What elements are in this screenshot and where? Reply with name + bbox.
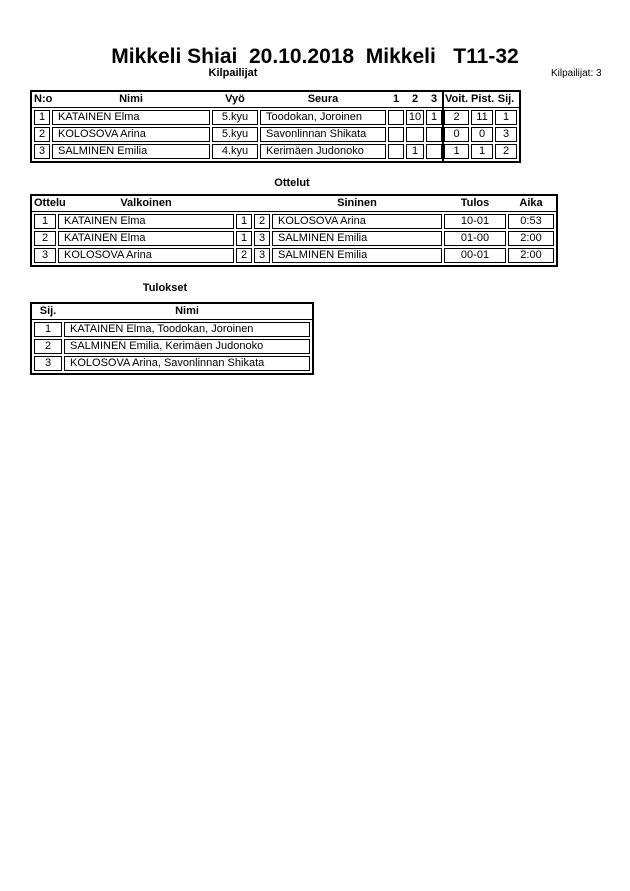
cell-white-no: 2 (236, 248, 252, 263)
cell-no: 3 (34, 144, 50, 159)
table-row (34, 214, 554, 229)
cell-sij: 1 (495, 110, 517, 125)
cell-nimi: KOLOSOVA Arina, Savonlinnan Shikata (64, 356, 310, 371)
cell-sininen: SALMINEN Emilia (272, 248, 442, 263)
cell-sininen: KOLOSOVA Arina (272, 214, 442, 229)
cell-match-no: 3 (34, 248, 56, 263)
col-header-vyo: Vyö (225, 93, 245, 105)
cell-seura: Toodokan, Joroinen (260, 110, 386, 125)
cell-nimi: KOLOSOVA Arina (52, 127, 210, 142)
table-row (34, 356, 310, 371)
cell-blue-no: 3 (254, 231, 270, 246)
col-header-seura: Seura (307, 93, 339, 105)
cell-score-3: 1 (426, 110, 442, 125)
cell-score-1 (388, 127, 404, 142)
cell-nimi: KATAINEN Elma, Toodokan, Joroinen (64, 322, 310, 337)
col-header-tulos: Tulos (460, 197, 490, 209)
col-header-ottelu: Ottelu (34, 197, 66, 209)
section-title-kilpailijat: Kilpailijat (208, 67, 258, 79)
cell-seura: Kerimäen Judonoko (260, 144, 386, 159)
cell-voit: 2 (444, 110, 469, 125)
cell-vyo: 4.kyu (212, 144, 258, 159)
cell-tulos: 10-01 (444, 214, 506, 229)
col-header-aika: Aika (519, 197, 543, 209)
cell-sij: 2 (34, 339, 62, 354)
cell-score-3 (426, 127, 442, 142)
col-header-3: 3 (430, 93, 438, 105)
cell-sij: 3 (495, 127, 517, 142)
table-row (34, 231, 554, 246)
page-title: Mikkeli Shiai 20.10.2018 Mikkeli T11-32 (111, 45, 519, 68)
col-header-white-no (236, 196, 252, 211)
kilpailijat-body (32, 108, 519, 161)
cell-sij: 2 (495, 144, 517, 159)
cell-no: 2 (34, 127, 50, 142)
competitors-count-label: Kilpailijat: 3 (551, 68, 602, 79)
ottelut-body (32, 212, 556, 265)
col-header-2: 2 (411, 93, 419, 105)
cell-score-3 (426, 144, 442, 159)
col-header-no: N:o (34, 93, 53, 105)
cell-no: 1 (34, 110, 50, 125)
cell-blue-no: 3 (254, 248, 270, 263)
col-header-sij: Sij. (39, 305, 57, 317)
cell-aika: 2:00 (508, 248, 554, 263)
cell-score-2 (406, 127, 424, 142)
cell-nimi: SALMINEN Emilia (52, 144, 210, 159)
cell-score-1 (388, 144, 404, 159)
ottelut-table (30, 194, 558, 267)
cell-voit: 0 (444, 127, 469, 142)
cell-sininen: SALMINEN Emilia (272, 231, 442, 246)
ottelut-header-row (32, 196, 556, 212)
cell-seura: Savonlinnan Shikata (260, 127, 386, 142)
group-divider (442, 92, 444, 161)
col-header-nimi: Nimi (175, 305, 199, 317)
cell-match-no: 1 (34, 214, 56, 229)
cell-nimi: KATAINEN Elma (52, 110, 210, 125)
cell-score-2: 10 (406, 110, 424, 125)
col-header-voit: Voit. (444, 93, 468, 105)
tulokset-body (32, 320, 312, 373)
cell-sij: 1 (34, 322, 62, 337)
table-row (34, 110, 517, 125)
col-header-nimi: Nimi (119, 93, 143, 105)
cell-valkoinen: KATAINEN Elma (58, 231, 234, 246)
kilpailijat-header-row (32, 92, 519, 108)
cell-sij: 3 (34, 356, 62, 371)
cell-blue-no: 2 (254, 214, 270, 229)
cell-match-no: 2 (34, 231, 56, 246)
table-row (34, 127, 517, 142)
section-title-ottelut: Ottelut (274, 177, 310, 189)
cell-valkoinen: KOLOSOVA Arina (58, 248, 234, 263)
table-row (34, 248, 554, 263)
cell-pist: 0 (471, 127, 493, 142)
col-header-blue-no (254, 196, 270, 211)
tulokset-header-row (32, 304, 312, 320)
col-header-sininen: Sininen (337, 197, 377, 209)
cell-aika: 2:00 (508, 231, 554, 246)
col-header-valkoinen: Valkoinen (120, 197, 172, 209)
cell-pist: 1 (471, 144, 493, 159)
kilpailijat-table (30, 90, 521, 163)
col-header-sij: Sij. (497, 93, 515, 105)
cell-nimi: SALMINEN Emilia, Kerimäen Judonoko (64, 339, 310, 354)
cell-white-no: 1 (236, 231, 252, 246)
cell-tulos: 00-01 (444, 248, 506, 263)
col-header-pist: Pist. (471, 93, 495, 105)
cell-valkoinen: KATAINEN Elma (58, 214, 234, 229)
cell-pist: 11 (471, 110, 493, 125)
tulokset-table (30, 302, 314, 375)
table-row (34, 322, 310, 337)
cell-score-1 (388, 110, 404, 125)
cell-vyo: 5.kyu (212, 110, 258, 125)
cell-score-2: 1 (406, 144, 424, 159)
section-title-tulokset: Tulokset (142, 282, 188, 294)
table-row (34, 144, 517, 159)
table-row (34, 339, 310, 354)
cell-tulos: 01-00 (444, 231, 506, 246)
cell-white-no: 1 (236, 214, 252, 229)
cell-voit: 1 (444, 144, 469, 159)
cell-aika: 0:53 (508, 214, 554, 229)
cell-vyo: 5.kyu (212, 127, 258, 142)
col-header-1: 1 (392, 93, 400, 105)
